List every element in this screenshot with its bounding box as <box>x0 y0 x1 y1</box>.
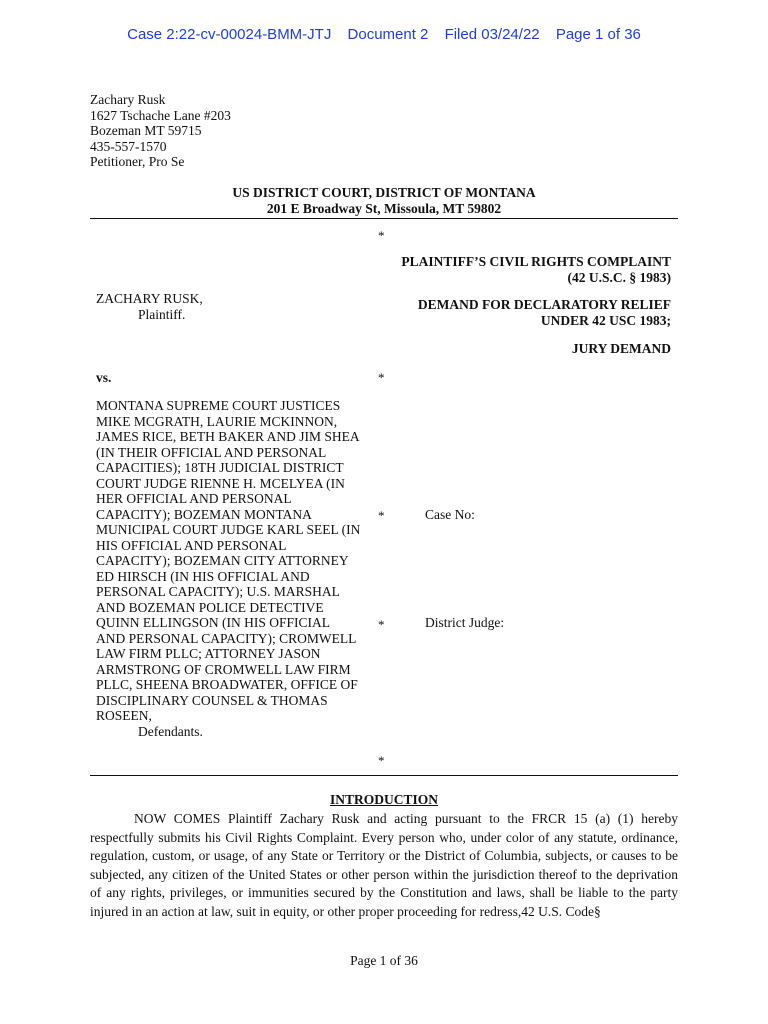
defendants-line: QUINN ELLINGSON (IN HIS OFFICIAL <box>96 615 330 630</box>
defendants-line: COURT JUDGE RIENNE H. MCELYEA (IN <box>96 475 345 491</box>
demand-line-1: DEMAND FOR DECLARATORY RELIEF <box>417 297 671 312</box>
case-number-label: Case No: <box>425 507 475 522</box>
defendants-line: HIS OFFICIAL AND PERSONAL <box>96 537 287 553</box>
caption-star: * <box>378 617 385 632</box>
defendants-line: AND BOZEMAN POLICE DETECTIVE <box>96 599 324 615</box>
complaint-title: PLAINTIFF’S CIVIL RIGHTS COMPLAINT <box>401 254 671 269</box>
defendants-role: Defendants. <box>138 723 203 739</box>
defendants-line: JAMES RICE, BETH BAKER AND JIM SHEA <box>96 429 360 444</box>
defendants-list <box>96 398 376 724</box>
defendants-line: AND PERSONAL CAPACITY); CROMWELL <box>96 630 357 646</box>
defendants-line: ED HIRSCH (IN HIS OFFICIAL AND <box>96 568 310 584</box>
demand-line-2: UNDER 42 USC 1983; <box>540 312 671 328</box>
defendants-line: HER OFFICIAL AND PERSONAL <box>96 491 292 506</box>
defendants-line: MUNICIPAL COURT JUDGE KARL SEEL (IN <box>96 522 361 537</box>
introduction-paragraph: NOW COMES Plaintiff Zachary Rusk and acting pursuant to the FRCR 15 (a) (1) hereby respectfully submits his Civil Rights Complaint. Every person who, under color of any statute, ordinance, regulation, custom, or usage, of any State or Territory or the District of Columbia, subjects, or causes to be subjected, any citizen of the United States or other person within the jurisdiction thereof to the deprivation of any rights, privileges, or immunities secured by the Constitution and laws, shall be liable to the party injured in an action at law, suit in equity, or other proper proceeding for redress,42 U.S. Code§ <box>90 811 678 919</box>
sender-role: Petitioner, Pro Se <box>90 154 185 169</box>
document-number: Document 2 <box>347 26 429 43</box>
defendants-line: ARMSTRONG OF CROMWELL LAW FIRM <box>96 661 351 677</box>
complaint-title-block <box>401 254 671 285</box>
defendants-line: PLLC, SHEENA BROADWATER, OFFICE OF <box>96 677 358 692</box>
caption-bottom-rule <box>90 775 678 776</box>
caption-star: * <box>378 508 385 523</box>
court-address: 201 E Broadway St, Missoula, MT 59802 <box>266 200 502 216</box>
sender-block <box>90 92 231 170</box>
defendants-line: LAW FIRM PLLC; ATTORNEY JASON <box>96 646 321 661</box>
complaint-statute: (42 U.S.C. § 1983) <box>567 269 671 285</box>
defendants-line: MIKE MCGRATH, LAURIE MCKINNON, <box>96 413 338 429</box>
defendants-line: CAPACITY); BOZEMAN MONTANA <box>96 506 312 522</box>
plaintiff-name: ZACHARY RUSK, <box>96 291 203 306</box>
court-heading <box>90 185 678 216</box>
demand-block <box>418 297 671 328</box>
caption-star: * <box>378 753 385 768</box>
district-judge-label: District Judge: <box>425 615 505 630</box>
jury-demand: JURY DEMAND <box>571 341 671 356</box>
caption-star: * <box>378 370 385 385</box>
defendants-line: (IN THEIR OFFICIAL AND PERSONAL <box>96 444 327 460</box>
filed-date: Filed 03/24/22 <box>444 26 540 43</box>
defendants-line: ROSEEN, <box>96 708 152 723</box>
sender-phone: 435-557-1570 <box>90 138 167 154</box>
footer-page-number: Page 1 of 36 <box>350 953 418 968</box>
defendants-line: DISCIPLINARY COUNSEL & THOMAS <box>96 692 328 708</box>
defendants-line: CAPACITIES); 18TH JUDICIAL DISTRICT <box>96 460 344 475</box>
caption-top-rule <box>90 218 678 219</box>
versus-label: vs. <box>96 370 112 385</box>
defendants-line: PERSONAL CAPACITY); U.S. MARSHAL <box>96 584 340 599</box>
sender-address-line1: 1627 Tschache Lane #203 <box>90 107 231 123</box>
case-number: Case 2:22-cv-00024-BMM-JTJ <box>127 26 332 43</box>
defendants-line: MONTANA SUPREME COURT JUSTICES <box>96 398 341 413</box>
defendants-block <box>96 398 376 739</box>
sender-name: Zachary Rusk <box>90 92 166 107</box>
header-page-number: Page 1 of 36 <box>555 26 641 43</box>
plaintiff-role: Plaintiff. <box>138 306 186 322</box>
ecf-header-stamp <box>0 26 768 43</box>
court-name: US DISTRICT COURT, DISTRICT OF MONTANA <box>232 185 536 200</box>
plaintiff-block <box>96 291 376 322</box>
defendants-line: CAPACITY); BOZEMAN CITY ATTORNEY <box>96 553 349 568</box>
introduction-heading: INTRODUCTION <box>329 792 438 807</box>
caption-star: * <box>378 228 385 243</box>
sender-address-line2: Bozeman MT 59715 <box>90 123 202 138</box>
